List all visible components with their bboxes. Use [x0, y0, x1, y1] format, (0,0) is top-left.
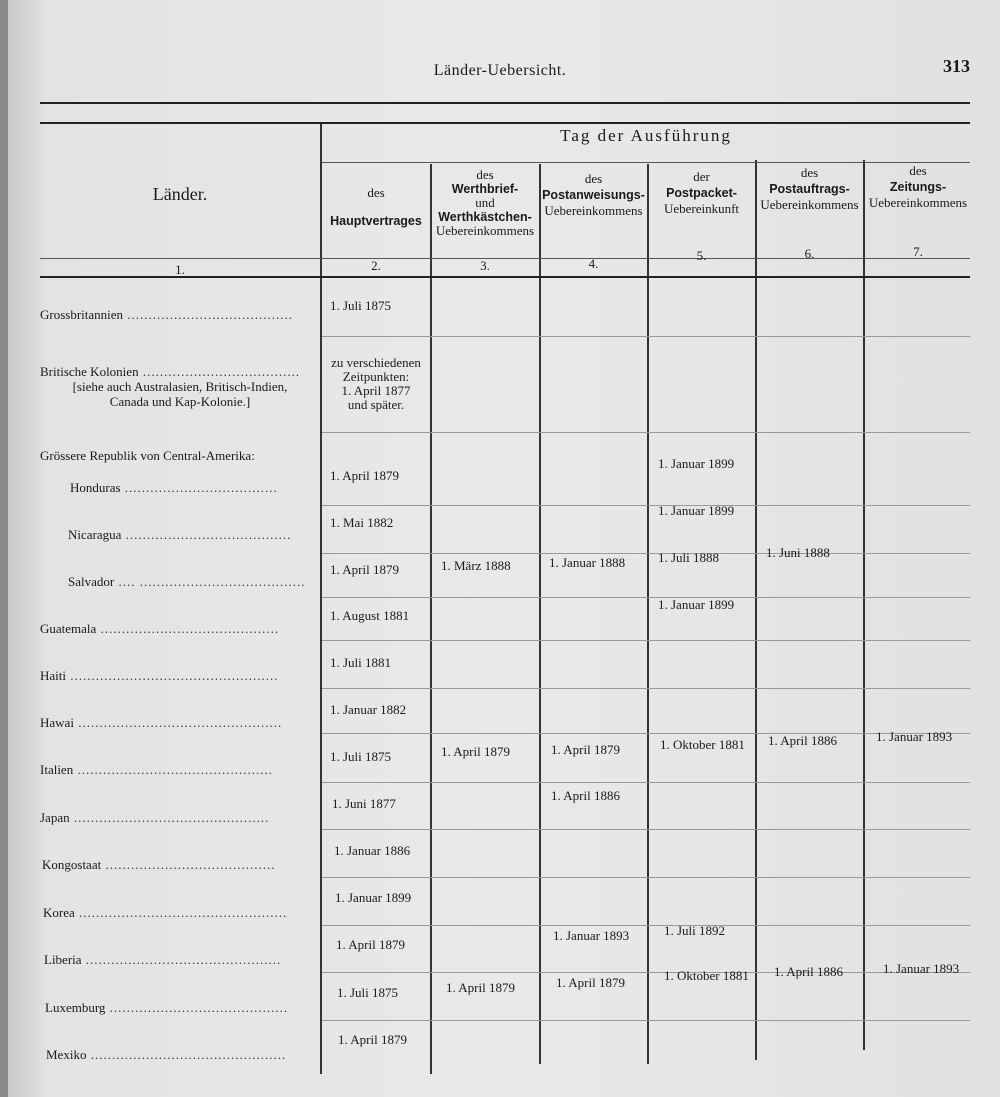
row-sep — [322, 336, 970, 337]
header-col6 — [756, 166, 863, 212]
cell-lib-c4: 1. Januar 1893 — [553, 928, 630, 943]
row-sep — [322, 688, 970, 689]
row-label-japan: Japan .............................................. — [40, 810, 270, 825]
colnum-4: 4. — [588, 256, 599, 271]
cell-nic-c5: 1. Januar 1899 — [658, 503, 735, 518]
cell-jap-c2: 1. Juni 1877 — [332, 796, 396, 811]
page-number: 313 — [943, 56, 970, 76]
cell-gua-c2: 1. August 1881 — [330, 608, 410, 623]
page — [8, 0, 1000, 1097]
row-label-honduras: Honduras .................................... — [70, 480, 278, 495]
row-sep — [322, 1020, 970, 1021]
header-col6-main: Postauftrags- — [769, 182, 850, 196]
header-col7-main: Zeitungs- — [889, 180, 947, 194]
header-col7-post: Uebereinkommens — [868, 195, 968, 210]
cell-ita-c6: 1. April 1886 — [768, 733, 837, 748]
cell-nic-c2: 1. Mai 1882 — [330, 515, 394, 530]
colnum-2: 2. — [371, 258, 381, 273]
col-divider-2 — [430, 164, 432, 1074]
header-col3-post: Uebereinkommens — [435, 223, 535, 238]
cell-lux-c5: 1. Oktober 1881 — [664, 968, 749, 983]
row-label-liberia: Liberia .............................................. — [44, 952, 282, 967]
row-note-britische-kolonien — [40, 379, 320, 409]
row-label-haiti: Haiti ................................................. — [40, 668, 279, 683]
header-col6-post: Uebereinkommens — [760, 197, 859, 212]
colnum-3: 3. — [480, 258, 490, 273]
row-label-mexiko: Mexiko .............................................. — [46, 1047, 287, 1062]
col-divider-3 — [539, 164, 541, 1064]
row-label-hawai: Hawai ................................................ — [40, 715, 283, 730]
row-label-salvador: Salvador .... ....................................... — [68, 574, 306, 589]
colnum-6: 6. — [804, 246, 815, 261]
cell-sal-c6: 1. Juni 1888 — [766, 545, 830, 560]
running-head: Länder-Uebersicht. — [433, 62, 567, 79]
header-col5-pre: der — [693, 169, 710, 184]
header-countries: Länder. — [152, 184, 208, 204]
header-col5 — [648, 170, 755, 216]
col-divider-6 — [863, 160, 865, 1050]
row-sep — [322, 505, 970, 506]
top-rule — [40, 102, 970, 104]
row-label-groessere-republik: Grössere Republik von Central-Amerika: — [40, 448, 255, 463]
row-sep — [322, 733, 970, 734]
header-col4 — [540, 172, 647, 218]
header-col4-post: Uebereinkommens — [544, 203, 643, 218]
note-line-2: Canada und Kap-Kolonie.] — [109, 394, 251, 409]
row-sep — [322, 877, 970, 878]
header-col2 — [322, 186, 430, 228]
cell-hai-c2: 1. Juli 1881 — [330, 655, 392, 670]
cell-kor-c2: 1. Januar 1899 — [335, 890, 412, 905]
header-col3-pre: des — [476, 167, 494, 182]
colnum-1: 1. — [175, 262, 185, 277]
cell-lib-c2: 1. April 1879 — [336, 937, 405, 952]
row-sep — [322, 829, 970, 830]
row-label-nicaragua: Nicaragua ....................................... — [68, 527, 292, 542]
row-label-italien: Italien .............................................. — [40, 762, 273, 777]
colnum-5: 5. — [696, 248, 707, 263]
cell-sal-c2: 1. April 1879 — [330, 562, 399, 577]
cell-lux-c7: 1. Januar 1893 — [883, 961, 960, 976]
cell-lux-c3: 1. April 1879 — [446, 980, 515, 995]
row-label-grossbritannien: Grossbritannien ....................................... — [40, 307, 294, 322]
header-group: Tag der Ausführung — [560, 126, 732, 145]
row-sep — [322, 553, 970, 554]
row-label-britische-kolonien: Britische Kolonien ..................................... — [40, 364, 301, 379]
cell-hon-c5: 1. Januar 1899 — [658, 456, 735, 471]
cell-lux-c6: 1. April 1886 — [774, 964, 843, 979]
cell-ita-c3: 1. April 1879 — [441, 744, 510, 759]
col-divider-4 — [647, 164, 649, 1064]
cell-sal-c3: 1. März 1888 — [441, 558, 511, 573]
header-col2-pre: des — [367, 185, 385, 200]
cell-bk-line4: und später. — [347, 397, 405, 412]
cell-jap-c4: 1. April 1886 — [551, 788, 620, 803]
cell-lux-c2: 1. Juli 1875 — [337, 985, 399, 1000]
cell-ita-c4: 1. April 1879 — [551, 742, 620, 757]
row-sep — [322, 640, 970, 641]
cell-bk-line3: 1. April 1877 — [341, 383, 411, 398]
cell-bk-line2: Zeitpunkten: — [342, 369, 410, 384]
group-underline — [322, 162, 970, 163]
header-col7-pre: des — [909, 163, 927, 178]
cell-bk-c2 — [322, 356, 430, 412]
row-sep — [322, 597, 970, 598]
header-col4-main: Postanweisungs- — [542, 188, 645, 202]
header-col5-main: Postpacket- — [666, 186, 737, 200]
cell-ita-c5: 1. Oktober 1881 — [660, 737, 745, 752]
cell-lib-c5: 1. Juli 1892 — [664, 923, 726, 938]
row-sep — [322, 432, 970, 433]
cell-hon-c2: 1. April 1879 — [330, 468, 399, 483]
cell-mex-c2: 1. April 1879 — [338, 1032, 407, 1047]
header-col2-main: Hauptvertrages — [330, 214, 422, 228]
row-label-korea: Korea ................................................. — [43, 905, 288, 920]
cell-bk-line1: zu verschiedenen — [331, 355, 421, 370]
header-col3-main2: Werthkästchen- — [438, 210, 532, 224]
colnum-7: 7. — [913, 244, 923, 259]
cell-haw-c2: 1. Januar 1882 — [330, 702, 407, 717]
header-col5-post: Uebereinkunft — [663, 201, 740, 216]
note-line-1: [siehe auch Australasien, Britisch-Indien, — [72, 379, 288, 394]
row-label-kongostaat: Kongostaat ........................................ — [42, 857, 276, 872]
cell-kon-c2: 1. Januar 1886 — [334, 843, 411, 858]
header-col6-pre: des — [800, 165, 819, 180]
cell-gb-c2: 1. Juli 1875 — [330, 298, 392, 313]
cell-lux-c4: 1. April 1879 — [556, 975, 625, 990]
header-col3-mid: und — [475, 195, 495, 210]
row-sep — [322, 782, 970, 783]
cell-ita-c7: 1. Januar 1893 — [876, 729, 953, 744]
cell-sal-c4: 1. Januar 1888 — [549, 555, 626, 570]
row-sep — [322, 972, 970, 973]
header-col3-main: Werthbrief- — [451, 182, 519, 196]
table-top-rule — [40, 122, 970, 124]
header-col3 — [431, 168, 539, 238]
row-label-luxemburg: Luxemburg .......................................... — [45, 1000, 289, 1015]
cell-sal-c5: 1. Juli 1888 — [658, 550, 720, 565]
row-sep — [322, 925, 970, 926]
cell-gua-c5: 1. Januar 1899 — [658, 597, 735, 612]
header-col7 — [864, 164, 972, 210]
header-col4-pre: des — [584, 171, 603, 186]
row-label-guatemala: Guatemala .......................................... — [40, 621, 280, 636]
cell-ita-c2: 1. Juli 1875 — [330, 749, 392, 764]
